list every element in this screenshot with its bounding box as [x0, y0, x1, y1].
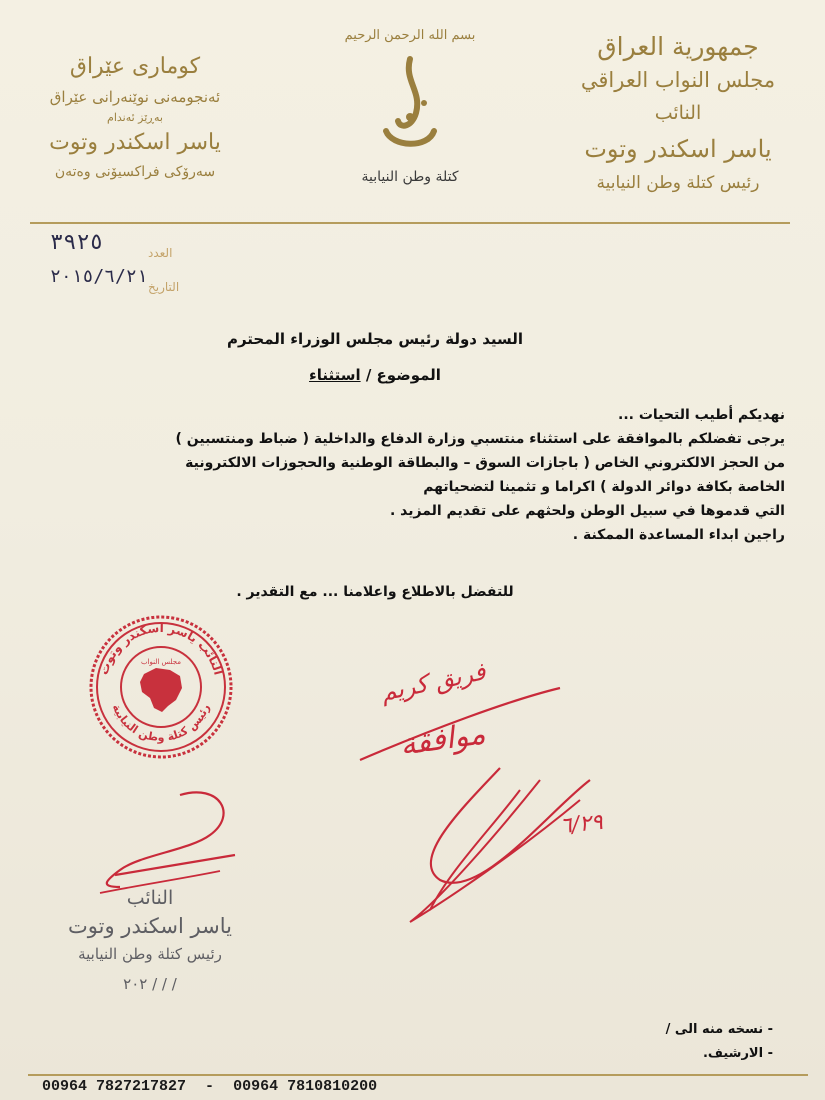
stamp-outer-text: النائب ياسر اسكندر وتوت — [96, 620, 226, 677]
bloc-name: كتلة وطن النيابية — [361, 169, 459, 185]
body-line-4: التي قدموها في سبيل الوطن ولحثهم على تقديم المزيد . — [389, 503, 785, 519]
signatory-position: رئيس كتلة وطن النيابية — [78, 945, 222, 963]
body-line-1: يرجى تفضلكم بالموافقة على استثناء منتسبي وزارة الدفاع والداخلية ( ضباط ومنتسبين ) — [175, 431, 785, 447]
reference-number: ٣٩٢٥ — [50, 230, 103, 255]
letterhead-arabic — [563, 30, 793, 198]
signatory-title: النائب — [126, 887, 174, 909]
letterhead-center — [310, 28, 510, 185]
iraq-map-icon — [140, 668, 182, 712]
letterhead-kurdish — [30, 50, 240, 184]
letterhead-kurdish-title: بەڕێز ئەندام — [107, 111, 163, 124]
cc-line-2: - الارشيف. — [702, 1046, 773, 1061]
letter-body — [35, 403, 785, 547]
watan-logo-icon — [370, 51, 450, 161]
signature-date: ٢٠٢ / / / — [123, 975, 177, 993]
phone-separator: - — [205, 1078, 215, 1095]
footer-divider — [28, 1074, 808, 1076]
letterhead-position: رئيس كتلة وطن النيابية — [596, 173, 760, 193]
phone-number-1: 00964 7827217827 — [42, 1078, 187, 1095]
recipient: السيد دولة رئيس مجلس الوزراء المحترم — [226, 330, 524, 348]
signatory-name: ياسر اسكندر وتوت — [68, 914, 232, 938]
signature-right-icon — [350, 660, 630, 940]
reference-number-row — [40, 230, 260, 266]
letterhead-council: مجلس النواب العراقي — [580, 68, 776, 92]
handwritten-line-1: فريق كريم — [378, 657, 489, 707]
letterhead-title: النائب — [654, 102, 702, 124]
signature-block — [50, 885, 250, 993]
reference-date: ٢٠١٥/٦/٢١ — [50, 266, 148, 287]
body-line-5: راجين ابداء المساعدة الممكنة . — [572, 527, 785, 543]
copy-distribution — [666, 1018, 773, 1066]
letterhead-country: جمهورية العراق — [597, 32, 759, 61]
stamp-mid-text: مجلس النواب — [140, 658, 182, 666]
basmala: بسم الله الرحمن الرحيم — [344, 28, 476, 43]
letterhead-kurdish-country: كوماری عێراق — [69, 54, 201, 79]
reference-number-label: العدد — [148, 246, 173, 260]
phone-number-2: 00964 7810810200 — [233, 1078, 378, 1095]
official-stamp-icon — [86, 612, 236, 762]
subject-value: استثناء — [309, 366, 361, 384]
letterhead-kurdish-name: یاسر اسکندر وتوت — [49, 130, 221, 155]
subject-label: الموضوع / — [365, 366, 441, 384]
footer-phones — [42, 1078, 377, 1095]
body-line-3: الخاصة بكافة دوائر الدولة ) اكراما و تثمينا لتضحياتهم — [423, 479, 785, 495]
subject-line — [0, 366, 790, 384]
closing-line: للتفضل بالاطلاع واعلامنا ... مع التقدير . — [236, 584, 514, 600]
reference-date-row — [40, 266, 260, 302]
reference-date-label: التاريخ — [148, 280, 180, 294]
header-divider — [30, 222, 790, 224]
handwritten-line-2: موافقة — [397, 716, 488, 763]
reference-block — [40, 230, 260, 302]
letterhead-name: ياسر اسكندر وتوت — [584, 135, 772, 163]
letterhead-kurdish-position: سەرۆکی فراکسیۆنی وەتەن — [54, 164, 216, 180]
letterhead-kurdish-council: ئەنجومەنی نوێنەرانی عێراق — [49, 88, 221, 106]
cc-line-1: - نسخه منه الى / — [665, 1022, 773, 1037]
handwritten-date: ٦/٢٩ — [558, 809, 605, 840]
svg-text:النائب ياسر اسكندر وتوت — [96, 621, 225, 677]
signature-left-icon — [60, 775, 250, 900]
greeting: نهديكم أطيب التحيات ... — [618, 407, 785, 423]
stamp-inner-text: رئيس كتلة وطن النيابية — [109, 702, 213, 745]
body-line-2: من الحجز الالكتروني الخاص ( باجازات السوق – والبطاقة الوطنية والحجوزات الالكترونية — [185, 455, 785, 471]
